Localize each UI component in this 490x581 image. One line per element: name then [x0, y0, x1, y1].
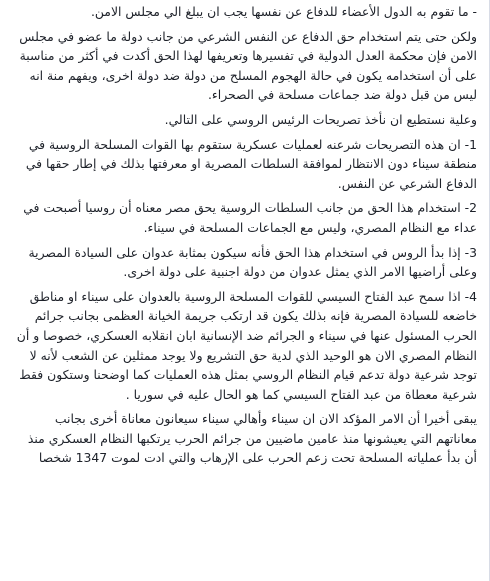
post-paragraph: 1- ان هذه التصريحات شرعنه لعمليات عسكرية ستقوم بها القوات المسلحة الروسية في منطقة سيناء دون الانتظار لموافقة السلطات المصرية او معرفتها بذلك في إطار حقها في الدفاع الشرعي عن النفس.: [25, 136, 477, 191]
post-paragraph: - ما تقوم به الدول الأعضاء للدفاع عن نفسها يجب ان يبلغ الي مجلس الامن.: [90, 4, 477, 19]
post-paragraph: ولكن حتى يتم استخدام حق الدفاع عن النفس الشرعي من جانب دولة ما عضو في مجلس الامن فإن محكمة العدل الدولية في تفسيرها وتعريفها لهذا الحق أكدت في أكثر من مناسبة على أن استخدامه يكون في حالة الهجوم المسلح من دولة ضد دولة اخرى، ويفهم منة انه ليس من قبل دولة ضد جماعات مسلحة في الصحراء.: [19, 28, 477, 103]
post-paragraph: وعلية نستطيع ان نأخذ تصريحات الرئيس الروسي على التالي.: [164, 111, 477, 127]
post-paragraph: يبقى أخيرا أن الامر المؤكد الان ان سيناء وأهالي سيناء سيعانون معاناة أخرى بجانب معاناتهم التي يعيشونها منذ عامين ماضيين من جرائم الحرب يرتكبها النظام العسكري منذ أن بدأ عملياته المسلحة تحت زعم الحرب على الإرهاب والتي ادت لموت 1347 شخصا: [27, 411, 477, 466]
post-paragraph: 2- استخدام هذا الحق من جانب السلطات الروسية يحق مصر معناه أن روسيا أصبحت في عداء مع النظام المصري، وليس مع الجماعات المسلحة في سيناء.: [23, 200, 477, 235]
post-paragraph: 3- إذا بدأ الروس في استخدام هذا الحق فأنه سيكون بمثابة عدوان على السيادة المصرية وعلى أراضيها الامر الذي يمثل عدوان من دولة اجنبية على دولة اخرى.: [28, 244, 477, 280]
post-paragraph: 4- اذا سمح عبد الفتاح السيسي للقوات المسلحة الروسية بالعدوان على سيناء او مناطق خاضعه للسيادة المصرية فإنه بذلك يكون قد ارتكب جريمة الخيانة العظمى بجانب جرائم الحرب المسئول عنها في سيناء و الجرائم ضد الإنسانية ابان انقلابه العسكري، خصوصا و أن النظام المصري الان هو الوحيد الذي لدية حق التشريع ولا يوجد ممثلين عن الشعب لأنه لا توجد شرعية دولة تدعم قيام النظام الروسي بمثل هذه العمليات كما اوضحنا وستكون فقط شرعية معطاة من عبد الفتاح السيسي كما هو الحال عليه في سوريا .: [16, 288, 477, 402]
